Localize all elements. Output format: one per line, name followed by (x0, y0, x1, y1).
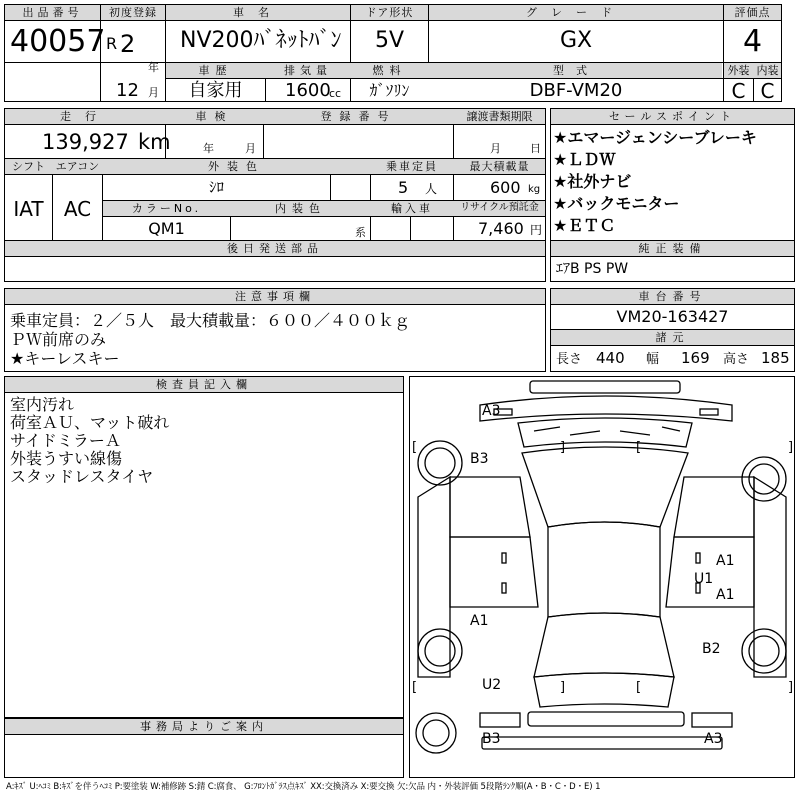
list-item: ★ＬＤＷ (553, 150, 616, 169)
note-line: ＰＷ前席のみ (10, 330, 107, 349)
length-label: 長さ (556, 352, 583, 367)
reg-no-label: 登録番号 (320, 110, 397, 123)
model: DBF-VM20 (529, 80, 623, 101)
notes-text (10, 311, 410, 368)
notes-label: 注意事項欄 (235, 290, 315, 303)
recycle-label: リサイクル預託金 (460, 202, 539, 213)
mileage-unit: km (138, 130, 171, 154)
shift-label: シフト (12, 160, 45, 173)
load-unit: kg (528, 184, 541, 195)
recycle: 7,460 (478, 219, 524, 238)
model-label: 型式 (553, 64, 599, 77)
import-label: 輸入車 (391, 202, 433, 215)
damage-mark: B3 (470, 451, 489, 467)
damage-mark: A3 (482, 403, 501, 419)
interior-color-label: 内装色 (275, 202, 326, 215)
exterior-color: ｼﾛ (208, 178, 224, 196)
damage-mark: A1 (716, 587, 735, 603)
bracket-mark: ] (788, 680, 794, 695)
length: 440 (596, 349, 625, 367)
seats-label: 乗車定員 (386, 160, 438, 173)
bracket-mark: ] (788, 440, 794, 455)
note-line: 乗車定員：２／５人 最大積載量：６００／４００ｋｇ (10, 311, 411, 330)
ext-grade: C (731, 79, 746, 103)
list-item: ★エマージェンシーブレーキ (553, 128, 757, 147)
int-label: 内装 (756, 64, 779, 77)
sales-points-label: セールスポイント (608, 110, 736, 123)
load: 600 (490, 178, 521, 197)
chassis-label: 車台番号 (638, 290, 707, 303)
list-item: ★バックモニター (553, 194, 680, 213)
car-diagram (409, 376, 795, 778)
list-item: ★社外ナビ (553, 172, 632, 191)
damage-mark: A3 (704, 731, 723, 747)
bracket-mark: [ (412, 680, 418, 695)
damage-mark: B3 (482, 731, 501, 747)
door-type: 5V (374, 28, 405, 53)
car-name-label: 車名 (233, 6, 283, 19)
inspector-label: 検査員記入欄 (156, 378, 252, 391)
later-parts-label: 後日発送部品 (227, 242, 323, 255)
dims-label: 諸元 (655, 331, 690, 344)
interior-unit: 系 (355, 226, 366, 239)
inspection-label: 車検 (195, 110, 234, 123)
damage-mark: A1 (470, 613, 489, 629)
height-label: 高さ (723, 352, 750, 367)
bracket-mark: ] (560, 440, 566, 455)
inspector-line: スタッドレスタイヤ (10, 467, 154, 486)
damage-mark: B2 (702, 641, 721, 657)
width: 169 (681, 349, 710, 367)
car-diagram-svg (410, 377, 794, 777)
shift: IAT (13, 197, 44, 221)
list-item: ★ＥＴＣ (553, 216, 616, 235)
ext-label: 外装 (727, 64, 750, 77)
seats: 5 (398, 178, 409, 197)
bracket-mark: [ (636, 440, 642, 455)
history-label: 車歴 (198, 64, 233, 77)
sales-points-list (553, 130, 793, 240)
fuel: ｶﾞｿﾘﾝ (369, 81, 410, 100)
mileage: 139,927 (42, 130, 129, 154)
note-line: ★キーレスキー (10, 349, 120, 368)
color-no: QM1 (148, 219, 185, 238)
deadline-day-unit: 日 (530, 142, 541, 155)
lot-no-label: 出品番号 (22, 6, 83, 19)
ac-label: エアコン (55, 160, 100, 173)
displacement-unit: cc (329, 87, 342, 100)
era-letter: R (106, 34, 118, 53)
insp-month-unit: 月 (245, 142, 256, 155)
doc-deadline-label: 譲渡書類期限 (466, 110, 533, 123)
bracket-mark: [ (412, 440, 418, 455)
inspector-notes (10, 396, 169, 486)
bracket-mark: [ (636, 680, 642, 695)
inspector-line: 外装うすい線傷 (10, 449, 123, 468)
damage-mark: U2 (482, 677, 502, 693)
exterior-color-label: 外装色 (208, 160, 265, 173)
score-label: 評価点 (734, 6, 771, 19)
height: 185 (761, 349, 790, 367)
month-unit: 月 (148, 86, 159, 99)
chassis-number: VM20-163427 (616, 307, 729, 326)
first-reg-label: 初度登録 (109, 6, 157, 19)
width-label: 幅 (646, 352, 660, 367)
seats-unit: 人 (425, 182, 438, 196)
legend-text: A:ｷｽﾞ U:ﾍｺﾐ B:ｷｽﾞを伴うﾍｺﾐ P:要塗装 W:補修跡 S:錆 C:腐食、 G:ﾌﾛﾝﾄｶﾞﾗｽ点ｷｽﾞ XX:交換済み X:要交換 欠:欠品 内・外装評価 5段階ﾗﾝｸ順(A・B・C・D・E) 1 (6, 782, 601, 792)
recycle-unit: 円 (530, 223, 543, 237)
mileage-label: 走行 (60, 110, 110, 123)
damage-mark: A1 (716, 553, 735, 569)
lot-number: 40057 (10, 24, 106, 59)
door-label: ドア形状 (365, 6, 414, 19)
deadline-month-unit: 月 (490, 142, 501, 155)
grade: GX (559, 28, 593, 53)
inspector-line: 室内汚れ (10, 395, 75, 414)
equipment-label: 純正装備 (638, 242, 707, 255)
insp-year-unit: 年 (203, 142, 214, 155)
damage-mark: U1 (694, 571, 714, 587)
grade-label: グレード (526, 6, 626, 19)
front-bumper-shape (530, 381, 680, 393)
year-unit: 年 (148, 61, 159, 74)
int-grade: C (760, 79, 775, 103)
color-no-label: カラーNo. (131, 202, 202, 215)
displacement-label: 排気量 (284, 64, 332, 77)
score: 4 (742, 24, 763, 59)
displacement: 1600 (285, 80, 331, 101)
load-label: 最大積載量 (469, 160, 530, 173)
history: 自家用 (188, 80, 243, 101)
inspector-line: 荷室ＡＵ、マット破れ (10, 413, 170, 432)
fuel-label: 燃料 (372, 64, 407, 77)
era-year: 2 (120, 30, 136, 58)
inspector-line: サイドミラーＡ (10, 431, 121, 450)
ac: AC (63, 197, 92, 221)
equipment-value: ｴｱB PS PW (556, 261, 629, 277)
car-name: NV200ﾊﾞﾈｯﾄﾊﾞﾝ (180, 28, 342, 53)
month: 12 (116, 80, 139, 101)
bracket-mark: ] (560, 680, 566, 695)
office-label: 事務局よりご案内 (140, 720, 268, 733)
